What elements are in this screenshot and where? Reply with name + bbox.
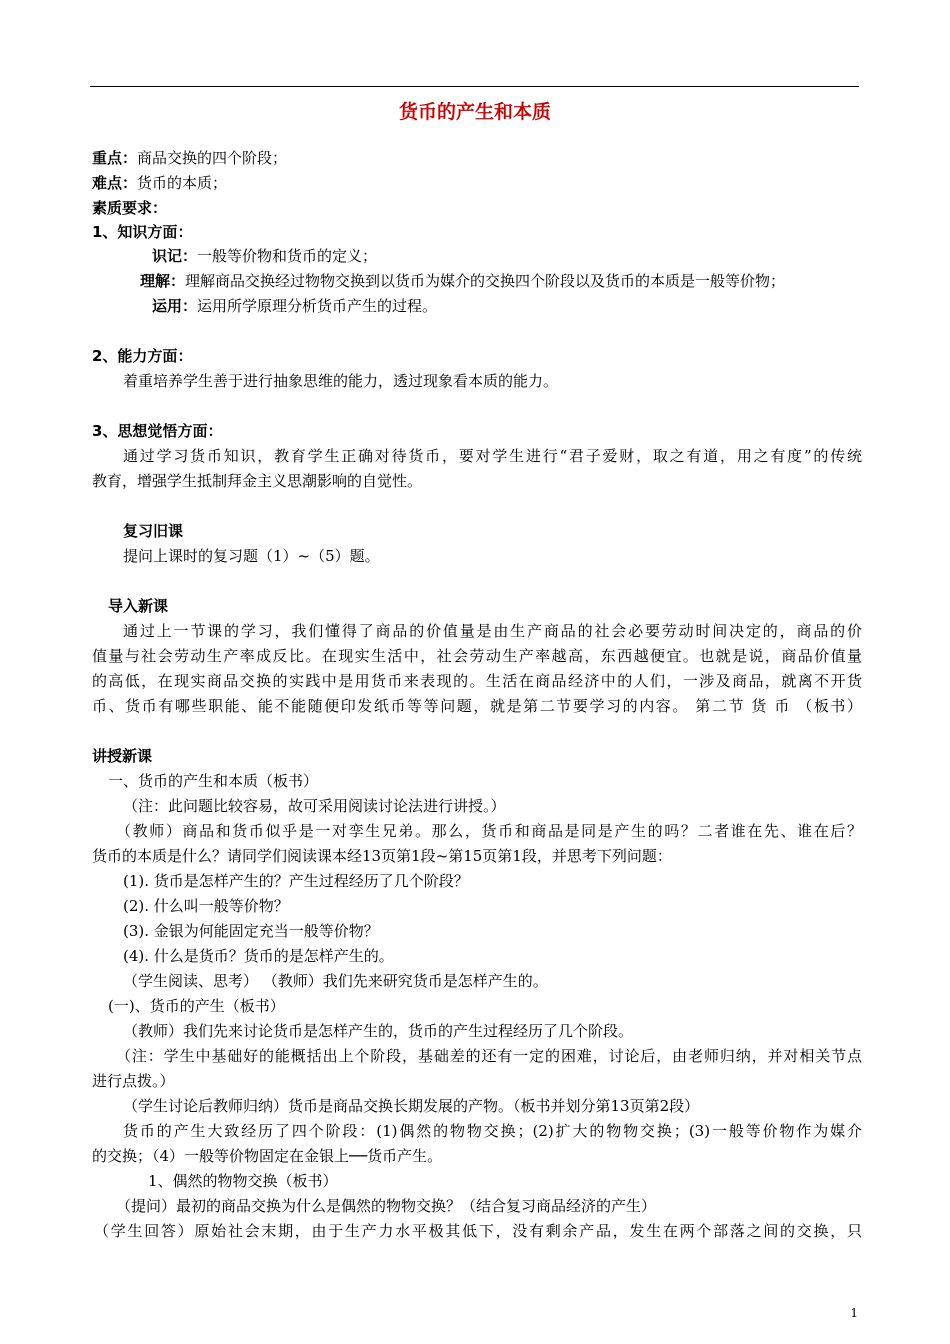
lecture-line: （学生回答）原始社会末期，由于生产力水平极其低下，没有剩余产品，发生在两个部落之间的交换，只 [94, 1222, 862, 1240]
knowledge-heading: 1、知识方面： [92, 223, 193, 241]
key-point-text: 商品交换的四个阶段； [137, 149, 288, 167]
lecture-line: 货币的本质是什么？请同学们阅读课本经13页第1段~第15页第1段，并思考下列问题： [92, 847, 672, 865]
intro-line: 通过上一节课的学习，我们懂得了商品的价值量是由生产商品的社会必要劳动时间决定的，商品的价 [123, 622, 862, 640]
lecture-line: (3). 金银为何能固定充当一般等价物？ [123, 922, 379, 940]
quality-heading: 素质要求： [92, 199, 168, 217]
knowledge-item-text: 一般等价物和货币的定义； [197, 247, 378, 265]
difficulty-text: 货币的本质； [137, 174, 228, 192]
intro-line: 的高低，在现实商品交换的实践中是用货币来表现的。生活在商品经济中的人们，一涉及商品，就离不开货 [92, 672, 862, 690]
lecture-line: (1). 货币是怎样产生的？产生过程经历了几个阶段？ [123, 872, 469, 890]
lecture-line: (一)、货币的产生（板书） [108, 997, 285, 1015]
ideology-line: 教育，增强学生抵制拜金主义思潮影响的自觉性。 [92, 472, 423, 490]
intro-line: 值量与社会劳动生产率成反比。在现实生活中，社会劳动生产率越高，东西越便宜。也就是说，商品价值量 [92, 647, 862, 665]
lecture-line: 1、偶然的物物交换（板书） [148, 1172, 338, 1190]
ability-heading: 2、能力方面： [92, 347, 193, 365]
knowledge-item-understand [140, 271, 870, 291]
lecture-line: 货币的产生大致经历了四个阶段：(1)偶然的物物交换；(2)扩大的物物交换；(3)一般等价物作为媒介 [123, 1122, 862, 1140]
lecture-line: （教师）商品和货币似乎是一对孪生兄弟。那么，货币和商品是同是产生的吗？二者谁在先、谁在后？ [116, 822, 862, 840]
ability-text: 着重培养学生善于进行抽象思维的能力，透过现象看本质的能力。 [123, 372, 559, 390]
lecture-line: 的交换；（4）一般等价物固定在金银上──货币产生。 [92, 1147, 443, 1165]
knowledge-item-apply [152, 296, 862, 316]
header-rule [90, 86, 859, 87]
lecture-line: (4). 什么是货币？货币的是怎样产生的。 [123, 947, 394, 965]
intro-heading: 导入新课 [108, 597, 169, 615]
key-point-label: 重点： [92, 149, 138, 167]
lecture-line: （提问）最初的商品交换为什么是偶然的物物交换？（结合复习商品经济的产生） [116, 1197, 657, 1215]
lecture-line: （学生讨论后教师归纳）货币是商品交换长期发展的产物。（板书并划分第13页第2段） [123, 1097, 700, 1115]
knowledge-item-label: 运用： [152, 297, 198, 315]
lecture-line: (2). 什么叫一般等价物？ [123, 897, 289, 915]
ideology-heading: 3、思想觉悟方面： [92, 422, 223, 440]
lecture-line: （教师）我们先来讨论货币是怎样产生的，货币的产生过程经历了几个阶段。 [123, 1022, 634, 1040]
lecture-line: 一、货币的产生和本质（板书） [108, 772, 319, 790]
knowledge-item-label: 理解： [140, 272, 186, 290]
lecture-line: 进行点拨。） [92, 1072, 175, 1090]
key-point-line [92, 148, 862, 168]
difficulty-line [92, 173, 862, 193]
knowledge-item-text: 运用所学原理分析货币产生的过程。 [197, 297, 438, 315]
knowledge-item-memorize [152, 246, 862, 266]
review-text: 提问上课时的复习题（1）~（5）题。 [123, 547, 380, 565]
intro-line: 币、货币有哪些职能、能不能随便印发纸币等等问题，就是第二节要学习的内容。 第二节 货 币 （板书） [92, 697, 862, 715]
lecture-line: （注：此问题比较容易，故可采用阅读讨论法进行讲授。） [123, 797, 506, 815]
page-number: 1 [850, 1306, 858, 1320]
document-title: 货币的产生和本质 [398, 101, 551, 123]
lecture-line: （注：学生中基础好的能概括出上个阶段，基础差的还有一定的困难，讨论后，由老师归纳，并对相关节点 [116, 1047, 862, 1065]
difficulty-label: 难点： [92, 174, 138, 192]
lecture-line: （学生阅读、思考） （教师）我们先来研究货币是怎样产生的。 [123, 972, 548, 990]
ideology-line: 通过学习货币知识，教育学生正确对待货币，要对学生进行“君子爱财，取之有道，用之有度”的传统 [123, 447, 862, 465]
lecture-heading: 讲授新课 [92, 747, 153, 765]
knowledge-item-label: 识记： [152, 247, 198, 265]
knowledge-item-text: 理解商品交换经过物物交换到以货币为媒介的交换四个阶段以及货币的本质是一般等价物； [185, 272, 786, 290]
review-heading: 复习旧课 [123, 522, 184, 540]
